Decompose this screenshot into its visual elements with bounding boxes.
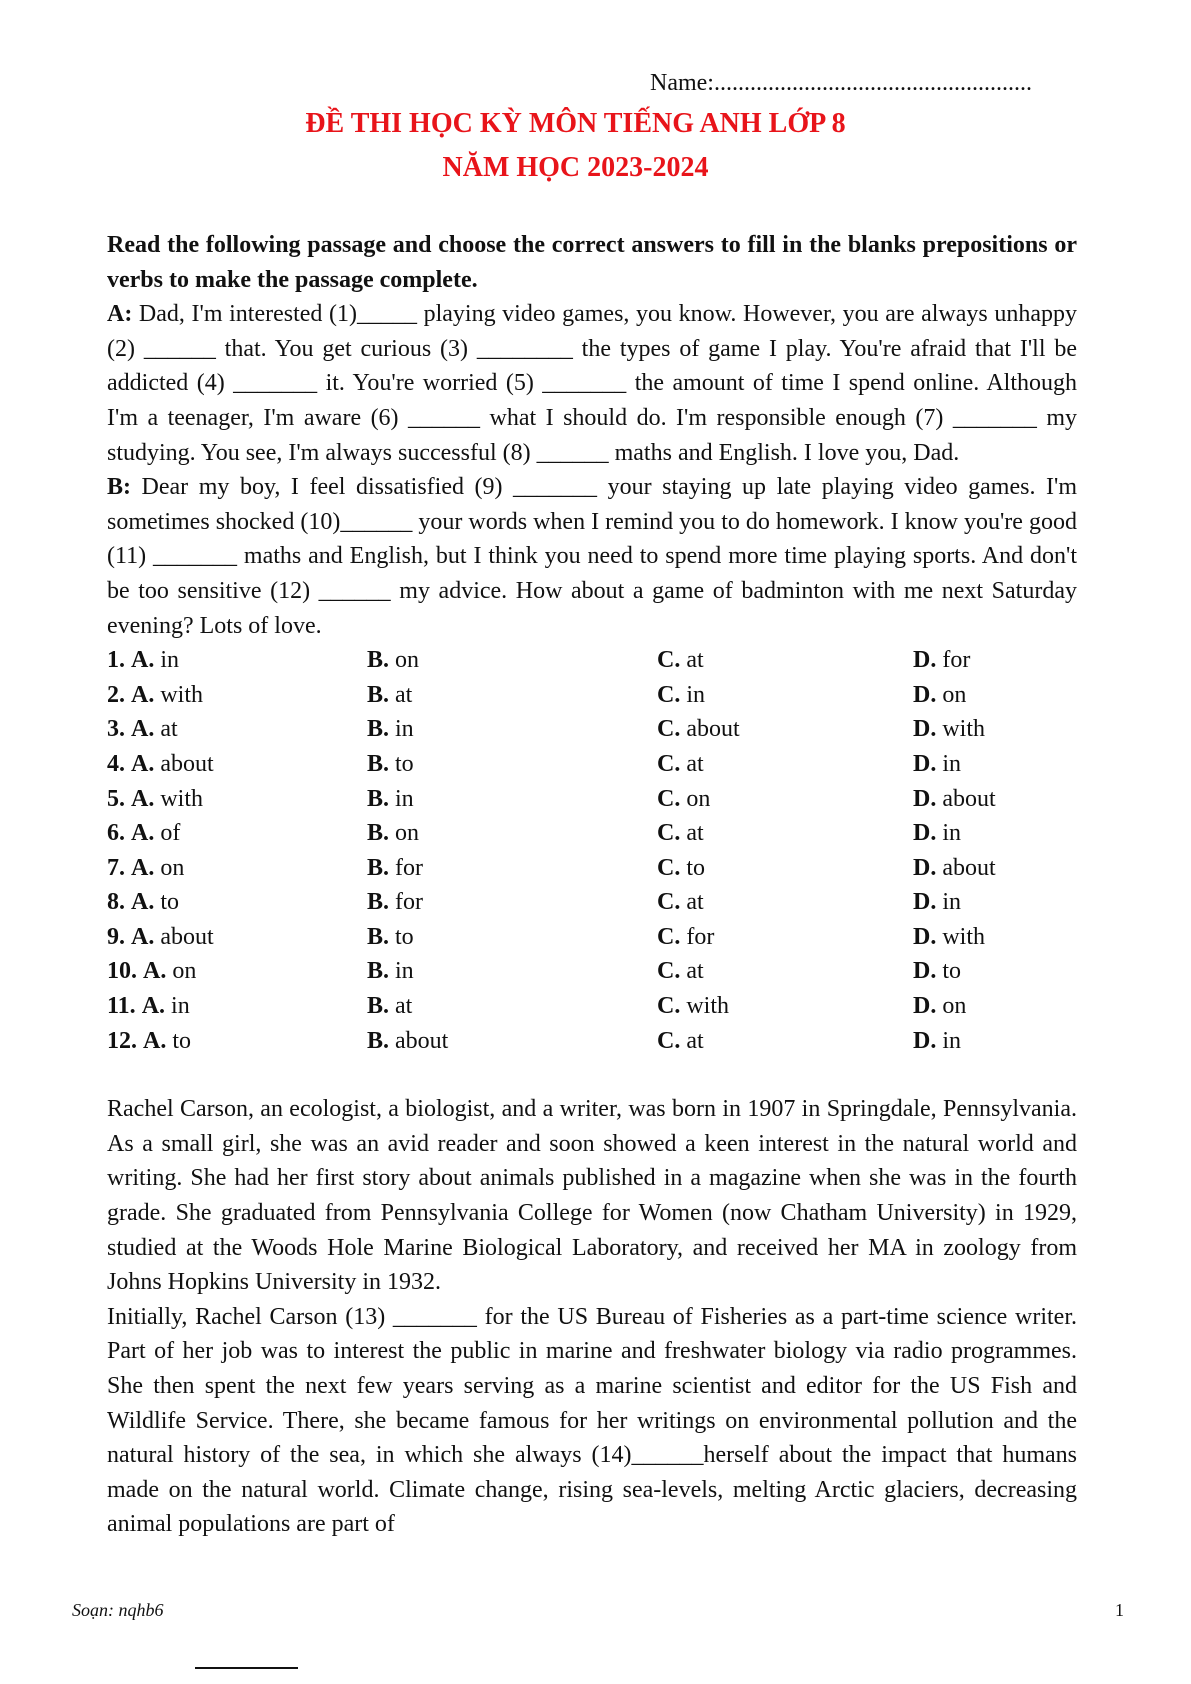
- question-row: [107, 712, 1077, 747]
- question-row: [107, 643, 1077, 678]
- option-b: [367, 851, 657, 886]
- option-letter: A.: [131, 923, 155, 950]
- option-c: [657, 1024, 913, 1059]
- option-text: at: [395, 681, 413, 708]
- option-letter: D.: [913, 647, 937, 674]
- question-number: 2.: [107, 681, 125, 708]
- option-text: in: [942, 1027, 962, 1054]
- option-letter: D.: [913, 820, 937, 847]
- option-d: [913, 920, 1077, 955]
- option-text: in: [395, 716, 414, 743]
- carson-paragraph-2: Initially, Rachel Carson (13) _______ for the US Bureau of Fisheries as a part-time science writer. Part of her job was to interest the public in marine and freshwater biology via radio programmes. She then spent the next few years serving as a marine scientist and editor for the US Fish and Wildlife Service. There, she became famous for her writings on environmental pollution and the natural history of the sea, in which she always (14)______herself about the impact that humans made on the natural world. Climate change, rising sea-levels, melting Arctic glaciers, decreasing animal populations are part of: [107, 1303, 1077, 1538]
- question-row: [107, 851, 1077, 886]
- option-b: [367, 920, 657, 955]
- option-a: [107, 954, 367, 989]
- option-text: in: [160, 647, 180, 674]
- option-letter: D.: [913, 889, 937, 916]
- option-text: at: [395, 993, 413, 1020]
- option-a: [107, 885, 367, 920]
- option-c: [657, 782, 913, 817]
- question-number: 7.: [107, 854, 125, 881]
- option-a: [107, 1024, 367, 1059]
- dialogue-part-a: [107, 297, 1077, 470]
- option-text: in: [395, 785, 414, 812]
- option-text: at: [686, 750, 704, 777]
- option-d: [913, 851, 1077, 886]
- option-b: [367, 989, 657, 1024]
- question-number: 3.: [107, 716, 125, 743]
- option-text: at: [686, 647, 704, 674]
- option-letter: A.: [131, 750, 155, 777]
- option-text: to: [172, 1027, 192, 1054]
- option-c: [657, 989, 913, 1024]
- option-letter: D.: [913, 993, 937, 1020]
- option-letter: A.: [143, 1027, 167, 1054]
- option-letter: C.: [657, 1027, 681, 1054]
- option-d: [913, 747, 1077, 782]
- question-row: [107, 920, 1077, 955]
- option-a: [107, 678, 367, 713]
- footer-author: Soạn: nqhb6: [72, 1600, 164, 1620]
- option-letter: C.: [657, 750, 681, 777]
- option-text: on: [942, 993, 967, 1020]
- option-a: [107, 747, 367, 782]
- option-letter: C.: [657, 889, 681, 916]
- option-b: [367, 712, 657, 747]
- option-text: on: [160, 854, 185, 881]
- question-number: 4.: [107, 750, 125, 777]
- question-number: 12.: [107, 1027, 137, 1054]
- option-a: [107, 851, 367, 886]
- option-b: [367, 1024, 657, 1059]
- option-c: [657, 816, 913, 851]
- option-c: [657, 885, 913, 920]
- option-c: [657, 954, 913, 989]
- option-text: to: [395, 750, 414, 777]
- option-letter: A.: [141, 993, 166, 1020]
- option-text: for: [395, 889, 423, 916]
- school-year-title: NĂM HỌC 2023-2024: [442, 152, 709, 183]
- option-text: of: [160, 820, 181, 847]
- option-text: in: [395, 958, 414, 985]
- option-letter: B.: [367, 993, 390, 1020]
- option-text: to: [686, 854, 706, 881]
- exam-content: [107, 228, 1077, 1542]
- option-text: to: [160, 889, 180, 916]
- question-number: 5.: [107, 785, 125, 812]
- option-text: in: [942, 889, 962, 916]
- option-b: [367, 885, 657, 920]
- question-number: 1.: [107, 647, 125, 674]
- option-letter: D.: [913, 785, 937, 812]
- option-letter: B.: [367, 958, 390, 985]
- option-a: [107, 920, 367, 955]
- option-a: [107, 782, 367, 817]
- footer-rule: [195, 1667, 298, 1669]
- option-text: on: [172, 958, 197, 985]
- option-letter: A.: [131, 889, 155, 916]
- option-d: [913, 643, 1077, 678]
- option-text: with: [160, 785, 204, 812]
- option-text: with: [942, 923, 986, 950]
- speaker-b-label: B:: [107, 474, 131, 501]
- option-text: at: [686, 1027, 704, 1054]
- option-c: [657, 851, 913, 886]
- option-text: about: [395, 1027, 449, 1054]
- option-letter: B.: [367, 681, 390, 708]
- option-text: in: [942, 750, 962, 777]
- option-letter: D.: [913, 750, 937, 777]
- option-text: to: [395, 923, 414, 950]
- option-text: with: [942, 716, 986, 743]
- option-d: [913, 954, 1077, 989]
- option-letter: A.: [131, 716, 155, 743]
- option-letter: B.: [367, 889, 390, 916]
- option-d: [913, 712, 1077, 747]
- question-number: 10.: [107, 958, 137, 985]
- option-letter: C.: [657, 716, 681, 743]
- option-letter: B.: [367, 820, 390, 847]
- option-text: for: [942, 647, 971, 674]
- option-letter: B.: [367, 785, 390, 812]
- option-c: [657, 678, 913, 713]
- option-letter: B.: [367, 923, 390, 950]
- option-a: [107, 816, 367, 851]
- option-text: at: [686, 820, 704, 847]
- option-text: in: [686, 681, 706, 708]
- dialogue-part-b: [107, 470, 1077, 643]
- carson-paragraph-1: Rachel Carson, an ecologist, a biologist, and a writer, was born in 1907 in Springdale, Pennsylvania. As a small girl, she was an avid reader and soon showed a keen interest in the natural world and writing. She had her first story about animals published in a magazine when she was in the fourth grade. She graduated from Pennsylvania College for Women (now Chatham University) in 1929, studied at the Woods Hole Marine Biological Laboratory, and received her MA in zoology from Johns Hopkins University in 1932.: [107, 1096, 1077, 1296]
- option-d: [913, 782, 1077, 817]
- option-letter: D.: [913, 681, 937, 708]
- option-text: at: [686, 958, 704, 985]
- option-text: with: [686, 993, 730, 1020]
- option-a: [107, 712, 367, 747]
- option-text: at: [160, 716, 178, 743]
- option-letter: D.: [913, 854, 937, 881]
- question-number: 6.: [107, 820, 125, 847]
- option-letter: D.: [913, 716, 937, 743]
- option-b: [367, 678, 657, 713]
- option-d: [913, 989, 1077, 1024]
- option-text: about: [686, 716, 740, 743]
- option-c: [657, 712, 913, 747]
- question-number: 9.: [107, 923, 125, 950]
- option-letter: C.: [657, 854, 681, 881]
- option-letter: C.: [657, 993, 681, 1020]
- question-row: [107, 954, 1077, 989]
- option-letter: B.: [367, 854, 390, 881]
- question-number: 11.: [107, 993, 136, 1020]
- option-text: about: [942, 854, 996, 881]
- option-b: [367, 643, 657, 678]
- option-text: in: [171, 993, 190, 1020]
- exam-title: ĐỀ THI HỌC KỲ MÔN TIẾNG ANH LỚP 8: [305, 108, 846, 139]
- option-letter: B.: [367, 716, 390, 743]
- passage-a-text: Dad, I'm interested (1)_____ playing video games, you know. However, you are always unhappy (2) ______ that. You get curious (3) ________ the types of game I play. You're afraid that I'll be addicted (4) _______ it. You're worried (5) _______ the amount of time I spend online. Although I'm a teenager, I'm aware (6) ______ what I should do. I'm responsible enough (7) _______ my studying. You see, I'm always successful (8) ______ maths and English. I love you, Dad.: [107, 301, 1077, 466]
- option-b: [367, 782, 657, 817]
- option-text: with: [160, 681, 204, 708]
- option-letter: C.: [657, 958, 681, 985]
- question-row: [107, 782, 1077, 817]
- passage-b-text: Dear my boy, I feel dissatisfied (9) _______ your staying up late playing video games. I'm sometimes shocked (10)______ your words when I remind you to do homework. I know you're good (11) _______ maths and English, but I think you need to spend more time playing sports. And don't be too sensitive (12) ______ my advice. How about a game of badminton with me next Saturday evening? Lots of love.: [107, 474, 1077, 639]
- option-text: at: [686, 889, 704, 916]
- option-d: [913, 678, 1077, 713]
- question-row: [107, 816, 1077, 851]
- option-letter: A.: [131, 854, 155, 881]
- option-c: [657, 747, 913, 782]
- option-text: on: [395, 820, 420, 847]
- question-row: [107, 678, 1077, 713]
- option-text: for: [686, 923, 715, 950]
- option-letter: A.: [143, 958, 167, 985]
- option-text: about: [160, 923, 214, 950]
- option-letter: D.: [913, 923, 937, 950]
- question-number: 8.: [107, 889, 125, 916]
- option-c: [657, 643, 913, 678]
- option-letter: D.: [913, 1027, 937, 1054]
- page-number: 1: [1115, 1600, 1124, 1620]
- option-letter: A.: [131, 681, 155, 708]
- option-b: [367, 816, 657, 851]
- option-letter: B.: [367, 1027, 390, 1054]
- option-letter: A.: [131, 785, 155, 812]
- option-b: [367, 747, 657, 782]
- option-d: [913, 816, 1077, 851]
- option-text: in: [942, 820, 962, 847]
- option-text: about: [160, 750, 214, 777]
- option-letter: B.: [367, 750, 390, 777]
- option-letter: B.: [367, 647, 390, 674]
- question-row: [107, 1024, 1077, 1059]
- option-letter: A.: [131, 647, 155, 674]
- question-row: [107, 989, 1077, 1024]
- speaker-a-label: A:: [107, 301, 133, 328]
- option-letter: C.: [657, 820, 681, 847]
- option-c: [657, 920, 913, 955]
- option-letter: C.: [657, 681, 681, 708]
- option-letter: A.: [131, 820, 155, 847]
- option-text: about: [942, 785, 996, 812]
- option-text: to: [942, 958, 962, 985]
- option-b: [367, 954, 657, 989]
- option-letter: C.: [657, 785, 681, 812]
- option-letter: C.: [657, 923, 681, 950]
- question-row: [107, 885, 1077, 920]
- option-a: [107, 643, 367, 678]
- student-name-line: Name:.....................................................: [650, 70, 1032, 96]
- option-letter: D.: [913, 958, 937, 985]
- option-text: for: [395, 854, 423, 881]
- option-d: [913, 1024, 1077, 1059]
- option-d: [913, 885, 1077, 920]
- option-letter: C.: [657, 647, 681, 674]
- option-text: on: [686, 785, 711, 812]
- section1-instruction: Read the following passage and choose the correct answers to fill in the blanks prepositions or verbs to make the passage complete.: [107, 232, 1077, 293]
- option-text: on: [395, 647, 420, 674]
- answer-options-table: [107, 643, 1077, 1058]
- option-a: [107, 989, 367, 1024]
- option-text: on: [942, 681, 967, 708]
- question-row: [107, 747, 1077, 782]
